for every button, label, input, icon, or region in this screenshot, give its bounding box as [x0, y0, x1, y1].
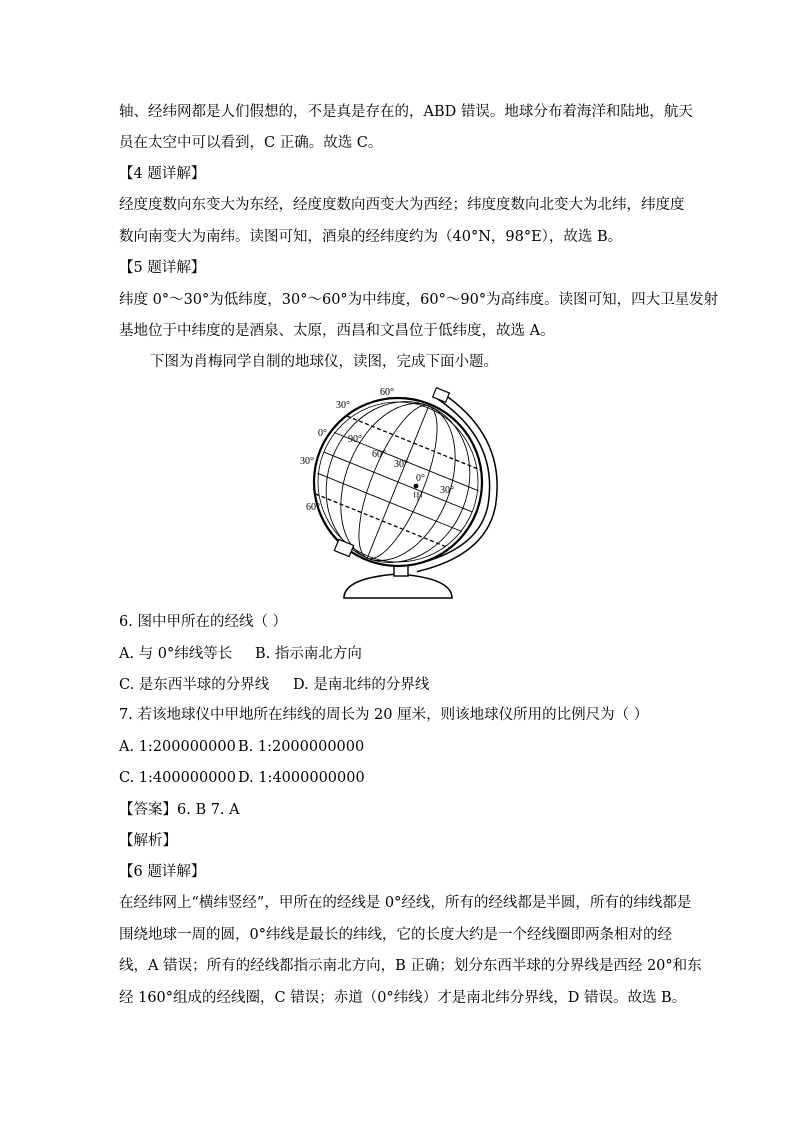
- q6-option-d: D. 是南北纬的分界线: [293, 677, 430, 693]
- q6-option-b: B. 指示南北方向: [255, 646, 362, 662]
- text-line-2: 员在太空中可以看到，C 正确。故选 C。: [119, 135, 383, 151]
- q7-option-d: D. 1:4000000000: [238, 770, 365, 786]
- label-outer60: 60°: [306, 502, 320, 513]
- text-line-7: 纬度 0°～30°为低纬度，30°～60°为中纬度，60°～90°为高纬度。读图可知，四大卫星发射: [119, 292, 719, 308]
- q7-option-c: C. 1:400000000: [119, 770, 236, 786]
- q6-option-a: A. 与 0°纬线等长: [119, 646, 233, 662]
- label-top60: 60°: [380, 387, 394, 398]
- q7-stem: 7. 若该地球仪中甲地所在纬线的周长为 20 厘米，则该地球仪所用的比例尺为（ ）: [119, 707, 649, 723]
- q6-detail-line-3: 线，A 错误；所有的经线都指示南北方向，B 正确；划分东西半球的分界线是西经 20°和东: [119, 958, 702, 974]
- figure-intro: 下图为肖梅同学自制的地球仪，读图，完成下面小题。: [150, 354, 498, 370]
- label-right30: 30°: [440, 485, 454, 496]
- label-center0: 0°: [416, 473, 425, 484]
- text-line-4: 经度度数向东变大为东经，经度度数向西变大为西经；纬度度数向北变大为北纬，纬度度: [119, 197, 685, 213]
- label-left0: 0°: [318, 428, 327, 439]
- q6-detail-line-4: 经 160°组成的经线圈，C 错误；赤道（0°纬线）才是南北纬分界线，D 错误。故选 B。: [119, 990, 687, 1006]
- globe-figure: [298, 378, 498, 604]
- label-outer30: 30°: [300, 456, 314, 467]
- analysis-title: 【解析】: [119, 833, 177, 849]
- label-lat60: 60°: [372, 449, 386, 460]
- q6-detail-line-1: 在经纬网上“横纬竖经”，甲所在的经线是 0°经线，所有的经线都是半圆，所有的纬线都是: [119, 895, 692, 911]
- label-lon30: 30°: [394, 459, 408, 470]
- point-jia: [414, 484, 419, 489]
- answer-line: 【答案】6. B 7. A: [119, 802, 240, 818]
- q7-option-b: B. 1:2000000000: [238, 739, 365, 755]
- text-line-1: 轴、经纬网都是人们假想的，不是真是存在的，ABD 错误。地球分布着海洋和陆地，航天: [119, 104, 693, 120]
- label-jia: 甲: [413, 492, 423, 503]
- label-lat90: 90°: [348, 434, 362, 445]
- label-left30: 30°: [336, 400, 350, 411]
- q7-option-a: A. 1:200000000: [119, 739, 236, 755]
- text-line-5: 数向南变大为南纬。读图可知，酒泉的经纬度约为（40°N，98°E），故选 B。: [119, 229, 623, 245]
- text-line-8: 基地位于中纬度的是酒泉、太原，西昌和文昌位于低纬度，故选 A。: [119, 323, 555, 339]
- q6-stem: 6. 图中甲所在的经线（ ）: [119, 614, 288, 630]
- section-5-title: 【5 题详解】: [119, 260, 206, 276]
- q6-option-c: C. 是东西半球的分界线: [119, 677, 270, 693]
- q6-detail-title: 【6 题详解】: [119, 864, 206, 880]
- globe-base: [344, 574, 452, 598]
- q6-detail-line-2: 围绕地球一周的圆，0°纬线是最长的纬线，它的长度大约是一个经线圈即两条相对的经: [119, 927, 672, 943]
- section-4-title: 【4 题详解】: [119, 166, 206, 182]
